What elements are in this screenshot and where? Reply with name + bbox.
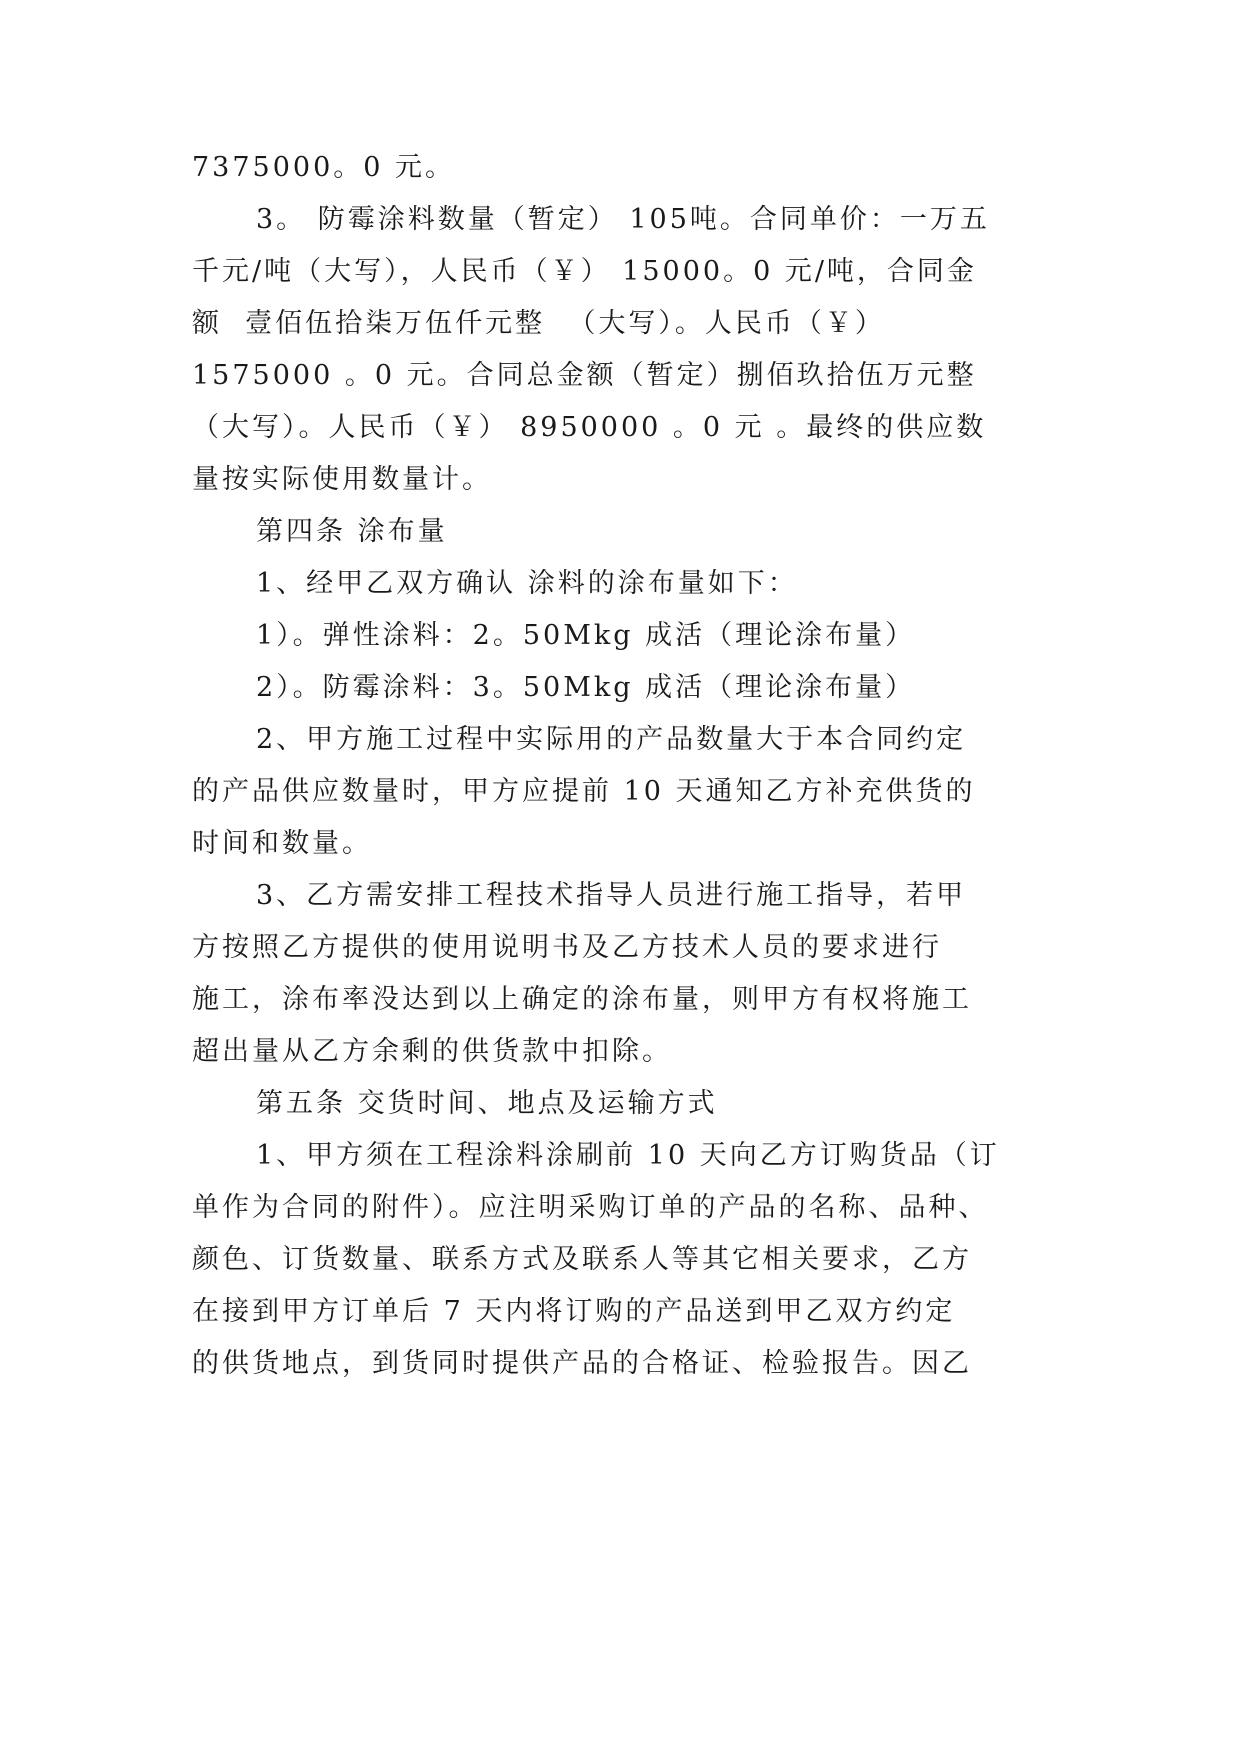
text-line: （大写）。人民币（￥） 8950000 。0 元 。最终的供应数: [192, 412, 987, 443]
text-line: 1、甲方须在工程涂料涂刷前 10 天向乙方订购货品（订: [256, 1140, 1000, 1171]
section-heading: 第四条 涂布量: [256, 516, 448, 547]
text-line: 7375000。0 元。: [192, 152, 456, 183]
section-heading: 第五条 交货时间、地点及运输方式: [256, 1088, 718, 1119]
text-line: 方按照乙方提供的使用说明书及乙方技术人员的要求进行: [192, 932, 942, 963]
text-line: 2）。防霉涂料：3。50Mkg 成活（理论涂布量）: [256, 672, 916, 703]
text-line: 颜色、订货数量、联系方式及联系人等其它相关要求，乙方: [192, 1244, 972, 1275]
text-line: 1575000 。0 元。合同总金额（暂定）捌佰玖拾伍万元整: [192, 360, 977, 391]
text-line: 的供货地点，到货同时提供产品的合格证、检验报告。因乙: [192, 1348, 972, 1379]
text-line: 量按实际使用数量计。: [192, 464, 492, 495]
text-line: 超出量从乙方余剩的供货款中扣除。: [192, 1036, 672, 1067]
text-line: 单作为合同的附件）。应注明采购订单的产品的名称、品种、: [192, 1192, 989, 1223]
text-line: 1）。弹性涂料：2。50Mkg 成活（理论涂布量）: [256, 620, 916, 651]
text-line: 2、甲方施工过程中实际用的产品数量大于本合同约定: [256, 724, 967, 755]
text-line: 的产品供应数量时，甲方应提前 10 天通知乙方补充供货的: [192, 776, 976, 807]
text-line: 施工，涂布率没达到以上确定的涂布量，则甲方有权将施工: [192, 984, 972, 1015]
text-line: 时间和数量。: [192, 828, 372, 859]
text-line: 3、乙方需安排工程技术指导人员进行施工指导，若甲: [256, 880, 967, 911]
text-line: 3。 防霉涂料数量（暂定） 105吨。合同单价：一万五: [256, 204, 990, 235]
text-line: 在接到甲方订单后 7 天内将订购的产品送到甲乙双方约定: [192, 1296, 956, 1327]
text-line: 千元/吨（大写），人民币（￥） 15000。0 元/吨，合同金: [192, 256, 977, 287]
text-line: 1、经甲乙双方确认 涂料的涂布量如下：: [256, 568, 798, 599]
text-line: 额 壹佰伍拾柒万伍仟元整 （大写）。人民币（￥）: [192, 308, 885, 339]
